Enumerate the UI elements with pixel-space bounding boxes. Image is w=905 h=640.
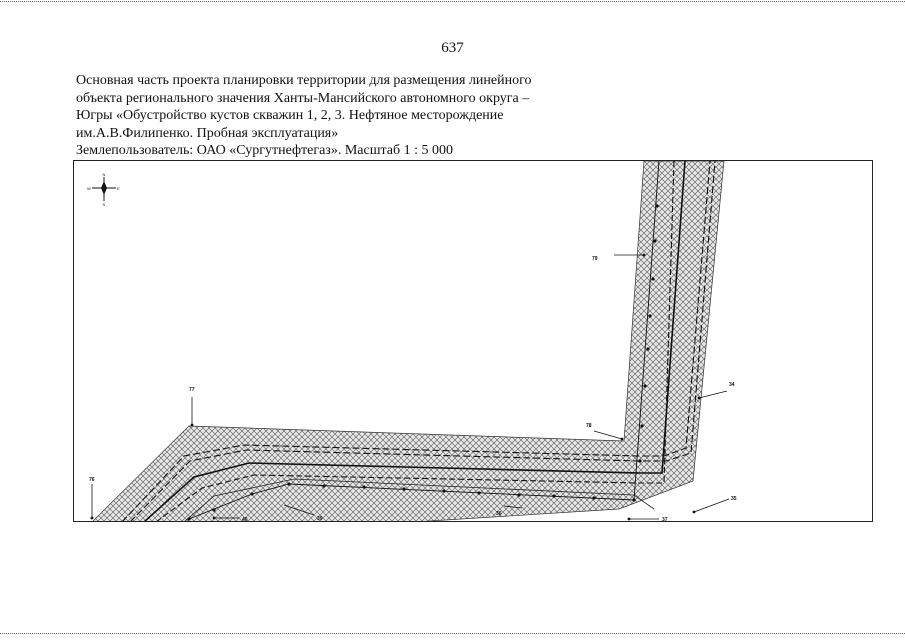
svg-text:77: 77 — [189, 387, 195, 393]
map-point-76 — [89, 477, 95, 519]
compass-south: S — [102, 202, 106, 207]
svg-text:36: 36 — [496, 511, 502, 517]
map-point-34 — [698, 382, 735, 399]
title-line: Основная часть проекта планировки территории для размещения линейного — [76, 73, 532, 88]
svg-text:76: 76 — [89, 477, 95, 483]
planning-map — [73, 160, 873, 522]
map-point-35 — [693, 496, 737, 513]
svg-text:39: 39 — [317, 516, 323, 522]
svg-text:34: 34 — [729, 382, 735, 388]
svg-text:79: 79 — [592, 256, 598, 262]
compass-west: W — [87, 186, 91, 191]
compass-east: E — [117, 186, 120, 191]
top-scan-rule — [0, 1, 905, 2]
bottom-scan-rule — [0, 633, 905, 634]
page-number: 637 — [441, 40, 464, 56]
svg-text:78: 78 — [586, 423, 592, 429]
title-line: объекта регионального значения Ханты-Мансийского автономного округа – — [76, 90, 530, 106]
svg-text:37: 37 — [662, 517, 668, 523]
map-point-77 — [189, 387, 195, 426]
compass-north: N — [102, 172, 106, 177]
map-point-37 — [628, 517, 668, 522]
map-point-78 — [586, 423, 623, 440]
title-line: Югры «Обустройство кустов скважин 1, 2, 3. Нефтяное месторождение — [76, 108, 504, 123]
map-drawing — [74, 161, 873, 522]
document-title — [76, 72, 636, 160]
svg-text:40: 40 — [242, 517, 248, 523]
land-user-line: Землепользователь: ОАО «Сургутнефтегаз». Масштаб 1 : 5 000 — [76, 143, 454, 158]
title-line: им.А.В.Филипенко. Пробная эксплуатация» — [76, 125, 339, 141]
svg-text:35: 35 — [731, 496, 737, 502]
compass-rose-icon — [87, 172, 120, 207]
